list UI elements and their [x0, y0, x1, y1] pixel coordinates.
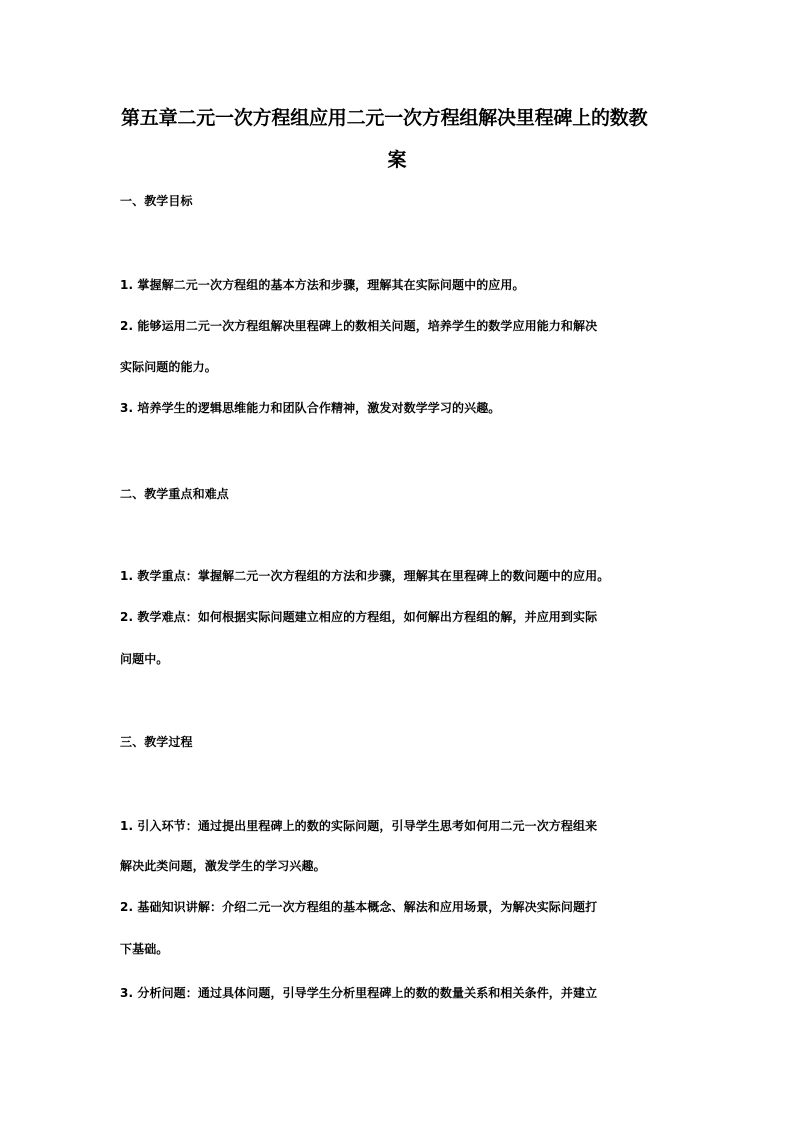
- process-item-2-cont: 下基础。: [120, 942, 169, 956]
- process-item-1: 1. 引入环节：通过提出里程碑上的数的实际问题，引导学生思考如何用二元一次方程组来: [120, 819, 598, 833]
- document-title: 第五章二元一次方程组应用二元一次方程组解决里程碑上的数教: [121, 107, 648, 129]
- key-point-item-2: 2. 教学难点：如何根据实际问题建立相应的方程组，如何解出方程组的解，并应用到实际: [120, 610, 598, 624]
- objective-item-1: 1. 掌握解二元一次方程组的基本方法和步骤，理解其在实际问题中的应用。: [120, 278, 525, 292]
- objective-item-2: 2. 能够运用二元一次方程组解决里程碑上的数相关问题，培养学生的数学应用能力和解决: [120, 319, 598, 333]
- key-point-item-1: 1. 教学重点：掌握解二元一次方程组的方法和步骤，理解其在里程碑上的数问题中的应用。: [120, 569, 610, 583]
- objective-item-3: 3. 培养学生的逻辑思维能力和团队合作精神，激发对数学学习的兴趣。: [120, 401, 501, 415]
- section-heading-key-points: 二、教学重点和难点: [120, 487, 229, 501]
- process-item-2: 2. 基础知识讲解：介绍二元一次方程组的基本概念、解法和应用场景，为解决实际问题打: [120, 900, 598, 914]
- section-heading-objectives: 一、教学目标: [120, 194, 193, 208]
- process-item-1-cont: 解决此类问题，激发学生的学习兴趣。: [120, 859, 326, 873]
- section-heading-process: 三、教学过程: [120, 735, 193, 749]
- document-title-continuation: 案: [387, 149, 407, 171]
- objective-item-2-cont: 实际问题的能力。: [120, 360, 217, 374]
- process-item-3: 3. 分析问题：通过具体问题，引导学生分析里程碑上的数的数量关系和相关条件，并建立: [120, 986, 598, 1000]
- key-point-item-2-cont: 问题中。: [120, 652, 169, 666]
